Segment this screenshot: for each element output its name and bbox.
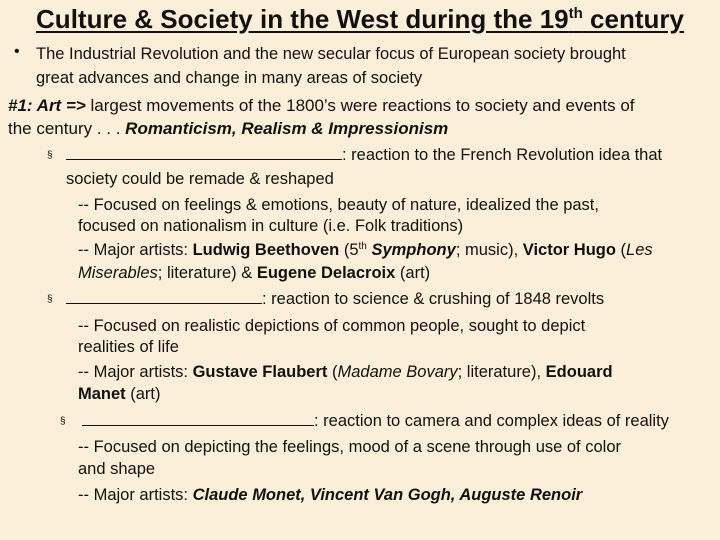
impressionism-focus-1: -- Focused on depicting the feelings, mood of a scene through use of color xyxy=(78,438,621,456)
realism-focus-2: realities of life xyxy=(78,338,179,356)
title-text: Culture & Society in the West during the 19 xyxy=(36,4,569,34)
intro-line-2: great advances and change in many areas of society xyxy=(36,69,423,87)
fill-in-blank-impressionism[interactable] xyxy=(82,411,314,426)
artist-beethoven: Ludwig Beethoven xyxy=(192,241,340,259)
artist-flaubert: Gustave Flaubert xyxy=(192,363,328,381)
movements-list: Romanticism, Realism & Impressionism xyxy=(125,119,449,138)
realism-line: : reaction to science & crushing of 1848 revolts xyxy=(66,289,604,309)
realism-focus-1: -- Focused on realistic depictions of common people, sought to depict xyxy=(78,317,586,335)
fill-in-blank-romanticism[interactable] xyxy=(66,145,342,160)
romanticism-focus-2: focused on nationalism in culture (i.e. Folk traditions) xyxy=(78,217,464,235)
realism-artists-2: Manet (art) xyxy=(78,385,161,403)
impressionism-artists: -- Major artists: Claude Monet, Vincent Van Gogh, Auguste Renoir xyxy=(78,486,583,504)
title-superscript: th xyxy=(568,5,583,22)
art-line-1: #1: Art => largest movements of the 1800’s were reactions to society and events of xyxy=(8,96,635,115)
title-tail: century xyxy=(582,4,684,34)
intro-line-1: The Industrial Revolution and the new secular focus of European society brought xyxy=(36,45,626,63)
bullet-dot-icon: • xyxy=(14,43,20,60)
square-bullet-icon: § xyxy=(47,294,53,305)
romanticism-artists-1: -- Major artists: Ludwig Beethoven (5th Symphony; music), Victor Hugo (Les xyxy=(78,241,653,259)
art-line-2: the century . . . Romanticism, Realism & Impressionism xyxy=(8,119,449,138)
realism-artists-1: -- Major artists: Gustave Flaubert (Madame Bovary; literature), Edouard xyxy=(78,363,613,381)
artist-hugo: Victor Hugo xyxy=(522,241,616,259)
art-label: #1: Art => xyxy=(8,96,86,115)
artist-delacroix: Eugene Delacroix xyxy=(256,264,396,282)
romanticism-focus-1: -- Focused on feelings & emotions, beauty of nature, idealized the past, xyxy=(78,196,599,214)
impressionism-focus-2: and shape xyxy=(78,460,156,478)
impressionist-artists: Claude Monet, Vincent Van Gogh, Auguste Renoir xyxy=(192,486,583,504)
impressionism-line: : reaction to camera and complex ideas of reality xyxy=(82,411,669,431)
slide-title xyxy=(0,4,720,35)
romanticism-line: : reaction to the French Revolution idea that xyxy=(66,145,662,165)
square-bullet-icon: § xyxy=(47,150,53,161)
fill-in-blank-realism[interactable] xyxy=(66,289,262,304)
artist-manet: Edouard xyxy=(545,363,613,381)
romanticism-artists-2: Miserables; literature) & Eugene Delacroix (art) xyxy=(78,264,431,282)
square-bullet-icon: § xyxy=(60,416,66,427)
romanticism-cont: society could be remade & reshaped xyxy=(66,170,334,188)
